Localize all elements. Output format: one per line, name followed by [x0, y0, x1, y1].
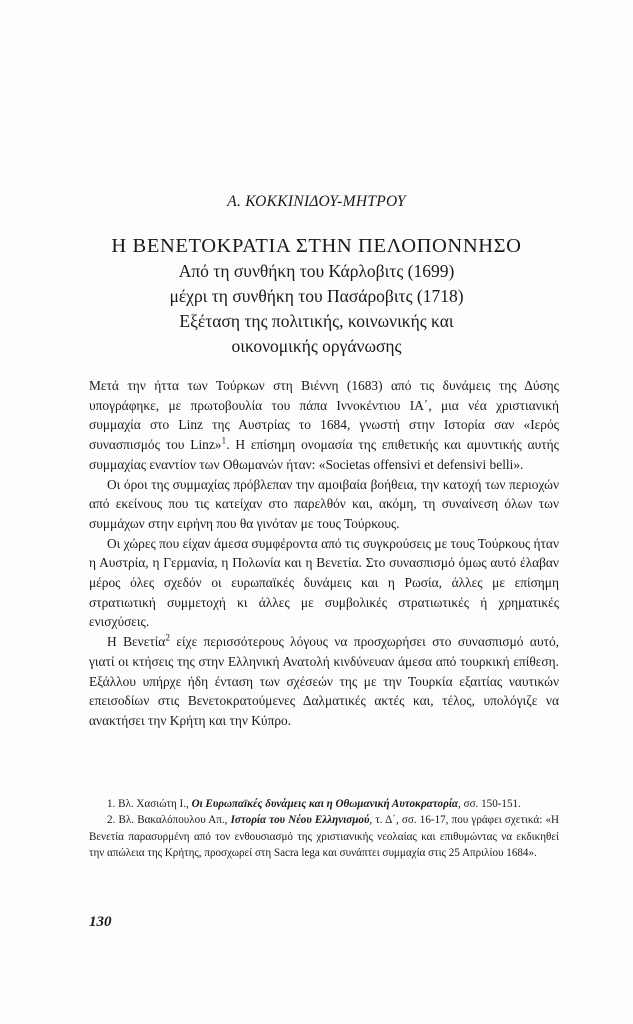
- footnote-ref: 2: [165, 633, 171, 644]
- subtitle-line: Από τη συνθήκη του Κάρλοβιτς (1699): [178, 261, 455, 281]
- footnote-text: 2. Βλ. Βακαλόπουλου Απ.,: [107, 814, 231, 827]
- paragraph-text: Μετά την ήττα των Τούρκων στη Βιέννη (1683) από τις δυνάμεις της Δύσης υπογράφηκε, με πρωτοβουλία του πάπα Ιννοκέντιου ΙΑ΄, μια νέα χριστιανική συμμαχία στο Linz της Αυστρίας το 1684, γνωστή στην Ιστορία σαν «Ιερός συνασπισμός του Linz»: [89, 378, 559, 453]
- paragraph: [89, 376, 559, 475]
- page-number: 130: [89, 914, 112, 930]
- footnote: [89, 796, 559, 812]
- paragraph-text: Οι όροι της συμμαχίας πρόβλεπαν την αμοιβαία βοήθεια, την κατοχή των περιοχών από εκείνους που τις κατείχαν στο παρελθόν και, ακόμη, τη συναίνεση όλων των συμμάχων στην ειρήνη που θα γινόταν με τους Τούρκους.: [89, 476, 559, 531]
- paragraph-text: . Η επίσημη ονομασία της επιθετικής και αμυντικής αυτής συμμαχίας εναντίον των Οθωμανών ήταν: «Societas offensivi et defensivi belli».: [89, 437, 559, 472]
- footnote-work-title: Οι Ευρωπαϊκές δυνάμεις και η Οθωμανική Αυτοκρατορία: [191, 798, 459, 810]
- article-title: Η ΒΕΝΕΤΟΚΡΑΤΙΑ ΣΤΗΝ ΠΕΛΟΠΟΝΝΗΣΟ: [111, 235, 522, 257]
- footnote-text: 1. Βλ. Χασιώτη Ι.,: [107, 798, 192, 810]
- footnote: [89, 812, 559, 861]
- footnote-text: , τ. Δ΄, σσ. 16-17, που γράφει σχετικά: «Η Βενετία παρασυρμένη από τον ενθουσιασμό της χριστιανικής νεολαίας και επιθυμώντας να εκδικηθεί την απώλεια της Κρήτης, προσχωρεί στη Sacra lega και συνάπτει συμμαχία στις 25 Απριλίου 1684».: [89, 814, 559, 860]
- footnote-ref: 1: [221, 436, 227, 447]
- subtitle-line: Εξέταση της πολιτικής, κοινωνικής και: [179, 311, 454, 331]
- subtitle-line: μέχρι τη συνθήκη του Πασάροβιτς (1718): [169, 286, 464, 306]
- paragraph-text: είχε περισσότερους λόγους να προσχωρήσει στο συνασπισμό αυτό, γιατί οι κτήσεις της στην Ελληνική Ανατολή κινδύνευαν άμεσα από τουρκική επίθεση. Εξάλλου υπήρχε ήδη ένταση των σχέσεών της με την Τουρκία εξαιτίας ναυτικών επεισοδίων στις Βενετοκρατούμενες Δαλματικές ακτές και, τέλος, υπολόγιζε να ανακτήσει την Κρήτη και την Κύπρο.: [89, 634, 559, 728]
- paragraph: [89, 475, 559, 534]
- paragraph-text: Η Βενετία: [107, 634, 166, 650]
- paragraph: [89, 534, 559, 633]
- paragraph-text: Οι χώρες που είχαν άμεσα συμφέροντα από τις συγκρούσεις με τους Τούρκους ήταν η Αυστρία, η Γερμανία, η Πολωνία και η Βενετία. Στο συνασπισμό όμως αυτό έλαβαν μέρος όλες σχεδόν οι ευρωπαϊκές δυνάμεις και η Ρωσία, άλλες με επίσημη στρατιωτική συμμετοχή κι άλλες με συμβολικές στρατιωτικές ή χρηματικές ενισχύσεις.: [89, 535, 559, 630]
- author-name: Α. ΚΟΚΚΙΝΙΔΟΥ-ΜΗΤΡΟΥ: [227, 193, 406, 210]
- footnotes: [89, 796, 559, 862]
- footnote-text: , σσ. 150-151.: [458, 798, 521, 810]
- body-text: [89, 376, 559, 731]
- title-block: [0, 233, 633, 359]
- paragraph: [89, 632, 559, 731]
- subtitle-line: οικονομικής οργάνωσης: [231, 336, 402, 356]
- footnote-work-title: Ιστορία του Νέου Ελληνισμού: [230, 814, 370, 827]
